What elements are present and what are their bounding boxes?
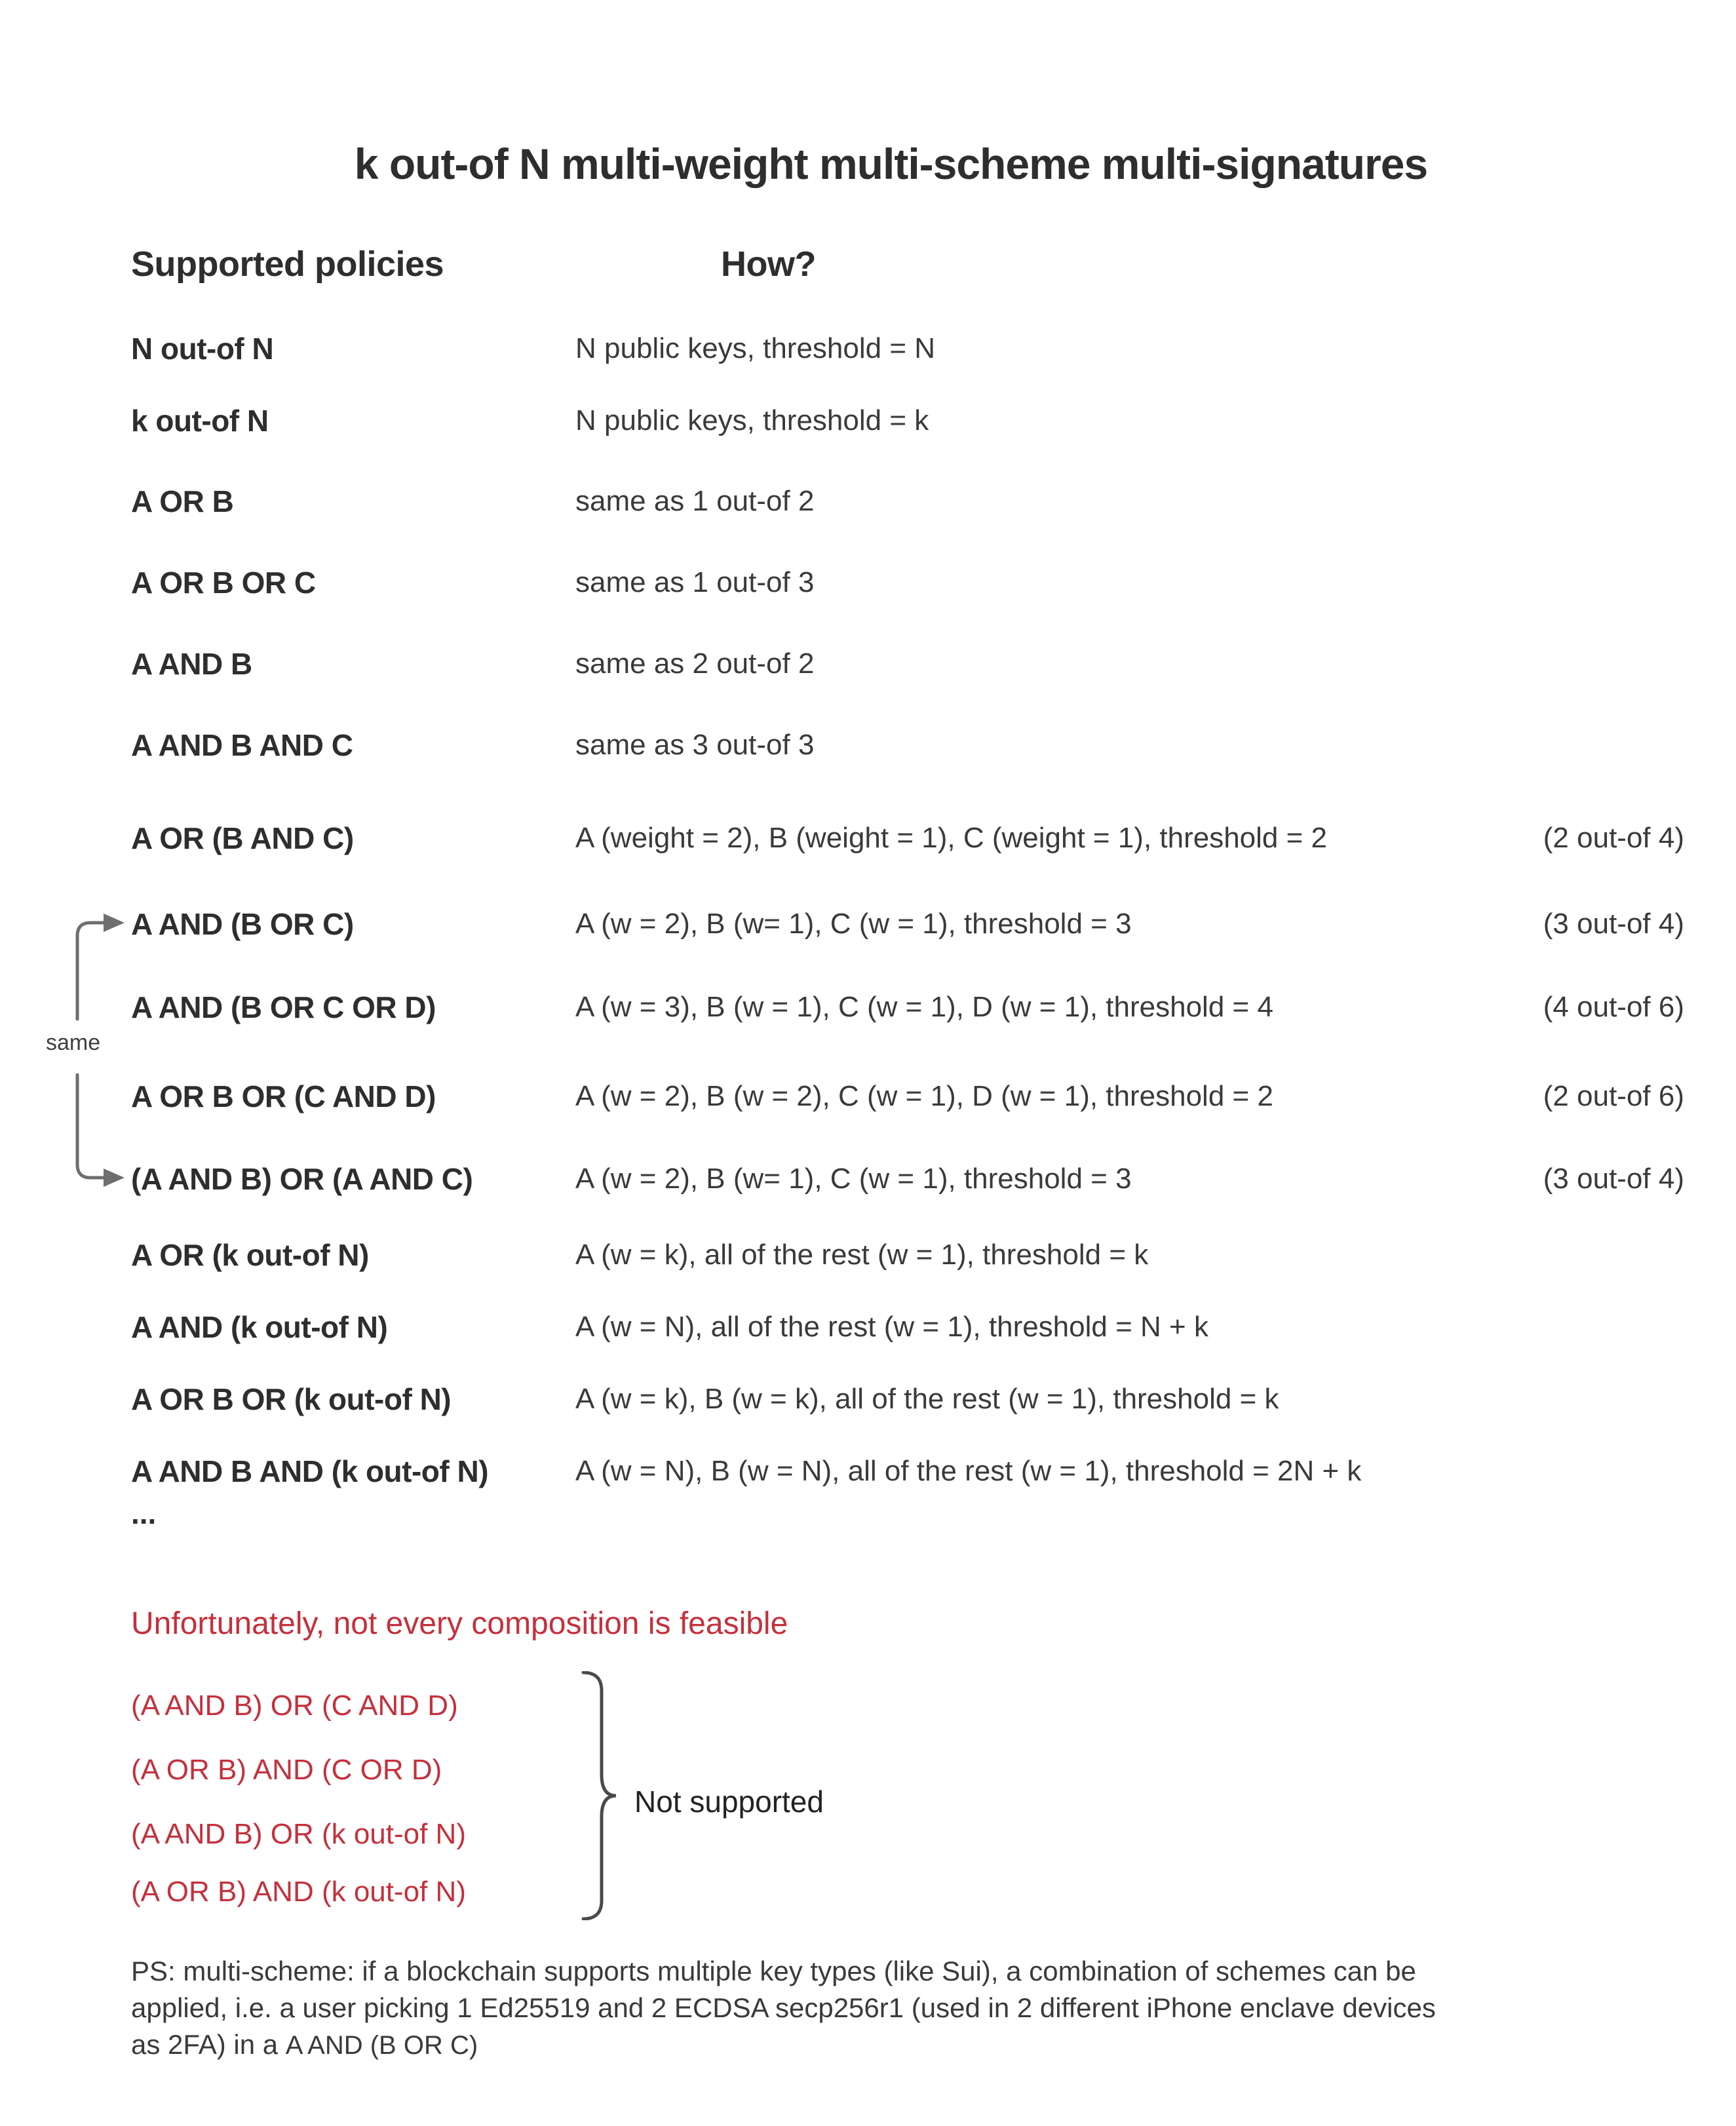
policy-cell: A OR B: [131, 484, 234, 518]
policy-row: [0, 906, 1736, 946]
how-cell: A (w = N), B (w = N), all of the rest (w = 1), threshold = 2N + k: [575, 1455, 1362, 1487]
column-header-supported-policies: Supported policies: [131, 244, 444, 284]
infeasible-item: (A AND B) OR (C AND D): [131, 1690, 458, 1722]
how-cell: same as 3 out-of 3: [575, 729, 815, 761]
policy-row: [0, 1237, 1736, 1277]
how-cell: N public keys, threshold = k: [575, 404, 929, 436]
equivalence-note: (2 out-of 6): [1543, 1080, 1684, 1112]
policy-row: [0, 1161, 1736, 1201]
policy-cell: A OR B OR C: [131, 566, 316, 600]
policy-row: [0, 821, 1736, 860]
equivalence-note: (4 out-of 6): [1543, 991, 1684, 1023]
same-label: same: [46, 1030, 101, 1055]
column-header-how: How?: [721, 244, 816, 284]
infeasible-item: (A OR B) AND (k out-of N): [131, 1876, 466, 1908]
ps-line: [131, 2026, 1657, 2064]
ellipsis: ...: [131, 1496, 157, 1530]
how-cell: same as 2 out-of 2: [575, 647, 815, 680]
policy-row: [0, 646, 1736, 686]
policy-cell: A AND B: [131, 647, 252, 681]
equivalence-note: (3 out-of 4): [1543, 1163, 1684, 1195]
how-cell: A (w = N), all of the rest (w = 1), threshold = N + k: [575, 1311, 1208, 1343]
how-cell: N public keys, threshold = N: [575, 332, 936, 364]
how-cell: same as 1 out-of 2: [575, 485, 815, 517]
how-cell: A (w = 2), B (w= 1), C (w = 1), threshold = 3: [575, 908, 1132, 940]
equivalence-note: (2 out-of 4): [1543, 822, 1684, 854]
policy-cell: A AND B AND (k out-of N): [131, 1454, 489, 1488]
equivalence-note: (3 out-of 4): [1543, 908, 1684, 940]
how-cell: A (w = k), all of the rest (w = 1), threshold = k: [575, 1239, 1149, 1271]
how-cell: A (w = 3), B (w = 1), C (w = 1), D (w = 1), threshold = 4: [575, 991, 1273, 1023]
policy-row: [0, 331, 1736, 370]
policy-cell: A AND (B OR C OR D): [131, 990, 436, 1024]
how-cell: A (w = 2), B (w= 1), C (w = 1), threshold = 3: [575, 1163, 1132, 1195]
infeasible-item: (A AND B) OR (k out-of N): [131, 1818, 466, 1850]
how-cell: same as 1 out-of 3: [575, 566, 815, 598]
arrowhead-icon: [104, 1169, 125, 1187]
policy-cell: A OR (B AND C): [131, 821, 354, 855]
ps-line: PS: multi-scheme: if a blockchain supports multiple key types (like Sui), a combination of schemes can be: [131, 1956, 1416, 1986]
policy-cell: A OR B OR (C AND D): [131, 1079, 436, 1113]
policy-cell: A AND (k out-of N): [131, 1310, 388, 1344]
infeasible-heading: Unfortunately, not every composition is feasible: [131, 1606, 788, 1641]
infeasible-item: (A OR B) AND (C OR D): [131, 1754, 442, 1786]
policy-cell: A AND (B OR C): [131, 907, 354, 941]
how-cell: A (weight = 2), B (weight = 1), C (weight = 1), threshold = 2: [575, 822, 1328, 854]
not-supported-label: Not supported: [634, 1785, 824, 1819]
policy-row: [0, 1309, 1736, 1349]
how-cell: A (w = k), B (w = k), all of the rest (w = 1), threshold = k: [575, 1383, 1279, 1415]
policy-row: [0, 1454, 1736, 1493]
policy-row: [0, 1382, 1736, 1421]
policy-row: [0, 484, 1736, 523]
ps-line: applied, i.e. a user picking 1 Ed25519 and 2 ECDSA secp256r1 (used in 2 different iPhone enclave devices: [131, 1992, 1436, 2023]
how-cell: A (w = 2), B (w = 2), C (w = 1), D (w = 1), threshold = 2: [575, 1080, 1273, 1112]
policy-row: [0, 565, 1736, 604]
policy-cell: A AND B AND C: [131, 728, 353, 762]
arrowhead-icon: [104, 914, 125, 932]
policy-cell: A OR (k out-of N): [131, 1238, 369, 1272]
policy-cell: N out-of N: [131, 332, 274, 366]
policy-cell: k out-of N: [131, 404, 269, 438]
ps-line3-formula: A AND (B OR C): [285, 2031, 478, 2060]
policy-row: [0, 403, 1736, 442]
policy-row: [0, 1079, 1736, 1118]
page-title: k out-of N multi-weight multi-scheme multi-signatures: [354, 140, 1428, 189]
policy-cell: A OR B OR (k out-of N): [131, 1382, 452, 1416]
curly-brace-icon: [577, 1671, 623, 1920]
ps-note: [131, 1953, 1657, 2064]
policy-row: [0, 727, 1736, 767]
policy-cell: (A AND B) OR (A AND C): [131, 1162, 473, 1196]
policy-row: [0, 990, 1736, 1029]
ps-line3-prefix: as 2FA) in a: [131, 2029, 286, 2060]
